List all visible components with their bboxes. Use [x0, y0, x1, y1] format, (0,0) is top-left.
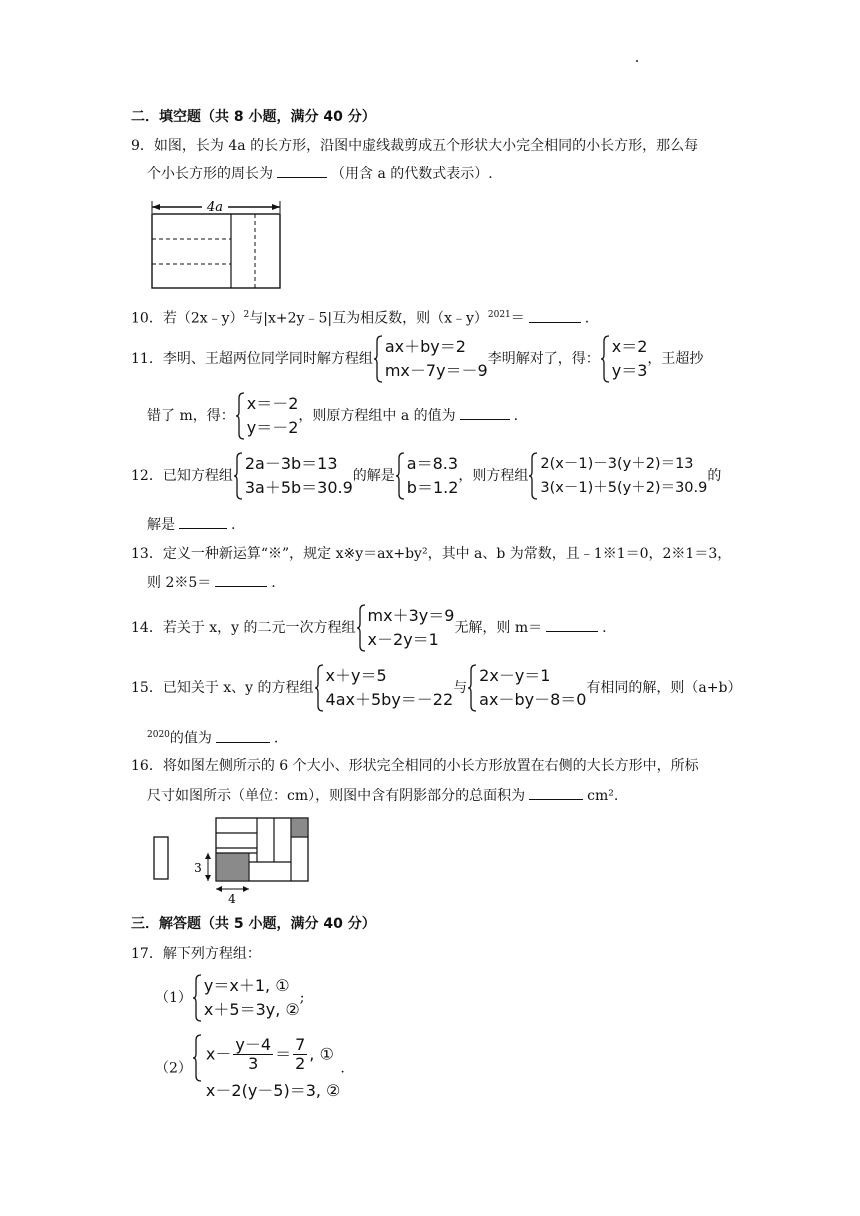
question-text: ，则方程组: [458, 468, 529, 484]
question-text: 与|x+2y﹣5|互为相反数，则（x﹣y）: [249, 310, 488, 327]
equation-system: [192, 1034, 340, 1103]
brace-icon: [356, 604, 366, 652]
equation-row: 2a－3b＝13: [244, 454, 338, 473]
question-text: 有相同的解，则（a+b）: [586, 680, 742, 696]
question-text: .: [602, 620, 607, 636]
question-11-line2: [147, 392, 518, 440]
equation-row: x＋y＝5: [325, 666, 387, 685]
question-text: 解是: [147, 517, 175, 533]
figure-q16-rectangles: [150, 815, 315, 905]
figure-q9-rectangle: [148, 193, 288, 293]
solution-system: [235, 392, 299, 440]
brace-icon: [314, 664, 324, 712]
question-text: 若关于 x，y 的二元一次方程组: [162, 620, 356, 636]
question-12-line1: [131, 452, 721, 500]
question-17-part1: [155, 974, 304, 1022]
answer-blank[interactable]: [216, 729, 270, 743]
question-16-line2: [147, 786, 618, 806]
question-text: 错了 m，得：: [147, 408, 235, 424]
small-rectangle: [154, 837, 168, 879]
question-text: 已知方程组: [162, 468, 233, 484]
equation-row: 3(x－1)＋5(y＋2)＝30.9: [540, 480, 708, 496]
question-text: 无解，则 m＝: [454, 620, 543, 636]
question-text: 解下列方程组：: [162, 946, 261, 962]
question-number: 14．: [131, 620, 163, 636]
brace-icon: [467, 664, 477, 712]
numerator: y－4: [235, 1035, 272, 1054]
question-13-line1: [131, 544, 731, 564]
question-text: 尺寸如图所示（单位：cm），则图中含有阴影部分的总面积为: [147, 788, 526, 804]
arrow-right-icon: [243, 886, 249, 892]
question-text: 已知关于 x、y 的方程组: [162, 680, 314, 696]
denominator: 2: [295, 1054, 306, 1073]
equation-row: y＝x＋1, ①: [203, 976, 290, 995]
equation-system: [233, 452, 353, 500]
question-text: （用含 a 的代数式表示）.: [331, 166, 493, 182]
question-text: 与: [453, 680, 468, 696]
solution-system: [395, 452, 459, 500]
fraction: [293, 1036, 307, 1073]
question-text: .: [273, 730, 279, 747]
question-text: ，则原方程组中 a 的值为: [298, 408, 456, 424]
equation-system: [356, 604, 455, 652]
equation-system: [373, 335, 488, 383]
brace-icon: [528, 452, 538, 500]
solution-system: [600, 335, 648, 383]
equation-row: 4ax＋5by＝－22: [325, 690, 454, 709]
equation-row: 2(x－1)－3(y＋2)＝13: [540, 456, 694, 472]
question-text: 李明解对了，得：: [487, 351, 600, 367]
equation-row: x＝－2: [246, 394, 299, 413]
section-heading-answer: 三．解答题（共 5 小题，满分 40 分）: [131, 916, 376, 932]
question-text: ;: [299, 990, 305, 1006]
equation-row: mx＋3y＝9: [367, 606, 455, 625]
question-14: [131, 604, 607, 652]
shaded-region: [216, 853, 249, 881]
equation-part: , ①: [309, 1044, 334, 1064]
question-text: ＝: [510, 310, 525, 327]
answer-blank[interactable]: [529, 309, 581, 323]
equation-row: x－2y＝1: [367, 630, 439, 649]
question-number: 13．: [131, 546, 163, 562]
equation-part: ＝: [275, 1044, 292, 1064]
equation-row: x＋5＝3y, ②: [203, 1000, 300, 1019]
question-text: cm².: [587, 788, 619, 804]
question-15-line1: [131, 664, 741, 712]
arrow-left-icon: [152, 204, 160, 210]
brace-icon: [235, 392, 245, 440]
equation-system: [192, 974, 300, 1022]
dimension-label: 4a: [206, 200, 224, 215]
question-13-line2: [147, 573, 276, 593]
equation-row: 3a＋5b＝30.9: [244, 478, 353, 497]
answer-blank[interactable]: [460, 406, 510, 420]
question-12-line2: [147, 515, 235, 535]
exponent: 2021: [487, 310, 511, 320]
question-text: .: [513, 408, 519, 424]
big-rectangle: [152, 214, 280, 288]
question-15-line2: [147, 725, 278, 749]
equation-row: y＝3: [611, 361, 648, 380]
denominator: 3: [248, 1054, 259, 1073]
part-label: （1）: [155, 990, 192, 1006]
question-number: 16．: [131, 758, 163, 774]
equation-system: [528, 452, 707, 500]
question-17: [131, 944, 261, 964]
fraction: [233, 1036, 273, 1073]
question-10: [131, 305, 589, 329]
equation-row: x＝2: [611, 337, 648, 356]
question-text: 定义一种新运算“※”，规定 x※y＝ax+by²，其中 a、b 为常数，且﹣1※1＝0，2※1＝3，: [162, 546, 732, 562]
question-text: .: [584, 310, 590, 327]
equation-row: a＝8.3: [406, 454, 459, 473]
brace-icon: [192, 974, 202, 1022]
brace-icon: [600, 335, 610, 383]
question-16-line1: [131, 756, 699, 776]
arrow-left-icon: [216, 886, 222, 892]
question-text: ，王超抄: [647, 351, 704, 367]
question-number: 15．: [131, 680, 163, 696]
question-text: 如图，长为 4a 的长方形，沿图中虚线裁剪成五个形状大小完全相同的小长方形，那么每: [153, 138, 699, 154]
equation-row: y＝－2: [246, 418, 299, 437]
question-9-line2: [147, 164, 493, 184]
arrow-down-icon: [205, 875, 211, 881]
page-dot: [636, 60, 638, 62]
question-11-line1: [131, 335, 703, 383]
question-number: 9．: [131, 138, 154, 154]
dimension-label: 4: [228, 892, 236, 905]
question-number: 11．: [131, 351, 163, 367]
numerator: 7: [295, 1035, 306, 1054]
answer-blank[interactable]: [546, 618, 598, 632]
question-text: .: [340, 1060, 345, 1077]
question-9-line1: [131, 136, 698, 156]
answer-blank[interactable]: [215, 573, 267, 587]
equation-row: mx－7y＝－9: [384, 361, 488, 380]
part-label: （2）: [155, 1060, 192, 1077]
section-heading-fill-in: 二．填空题（共 8 小题，满分 40 分）: [131, 109, 376, 125]
question-number: 17．: [131, 946, 163, 962]
shaded-region: [291, 818, 308, 837]
equation-part: x－: [205, 1044, 232, 1064]
question-text: 将如图左侧所示的 6 个大小、形状完全相同的小长方形放置在右侧的大长方形中，所标: [162, 758, 699, 774]
equation-row: ax－by－8＝0: [479, 690, 587, 709]
equation-row: 2x－y＝1: [479, 666, 551, 685]
equation-system: [314, 664, 454, 712]
arrow-right-icon: [272, 204, 280, 210]
brace-icon: [395, 452, 405, 500]
question-text: 李明、王超两位同学同时解方程组: [162, 351, 373, 367]
dimension-label: 3: [194, 861, 202, 875]
question-number: 12．: [131, 468, 163, 484]
question-text: .: [271, 575, 276, 591]
question-number: 10．: [131, 310, 163, 327]
answer-blank[interactable]: [179, 515, 227, 529]
question-text: 则 2※5＝: [147, 575, 212, 591]
question-text: 的值为: [169, 730, 212, 747]
answer-blank[interactable]: [529, 786, 583, 800]
equation-row: x－2(y－5)＝3, ②: [205, 1081, 341, 1100]
brace-icon: [192, 1034, 202, 1082]
question-text: 若（2x﹣y）: [162, 310, 244, 327]
question-text: 个小长方形的周长为: [147, 166, 273, 182]
question-text: .: [231, 517, 236, 533]
equation-row: b＝1.2: [406, 478, 459, 497]
brace-icon: [373, 335, 383, 383]
exponent: 2020: [147, 730, 170, 740]
answer-blank[interactable]: [277, 164, 327, 178]
exponent: 2: [243, 310, 250, 320]
equation-row: ax＋by＝2: [384, 337, 466, 356]
equation-row-fraction: [206, 1034, 340, 1079]
equation-system: [467, 664, 586, 712]
question-text: 的解是: [352, 468, 395, 484]
question-17-part2: [155, 1034, 345, 1103]
arrow-up-icon: [205, 853, 211, 859]
question-text: 的: [707, 468, 722, 484]
brace-icon: [233, 452, 243, 500]
